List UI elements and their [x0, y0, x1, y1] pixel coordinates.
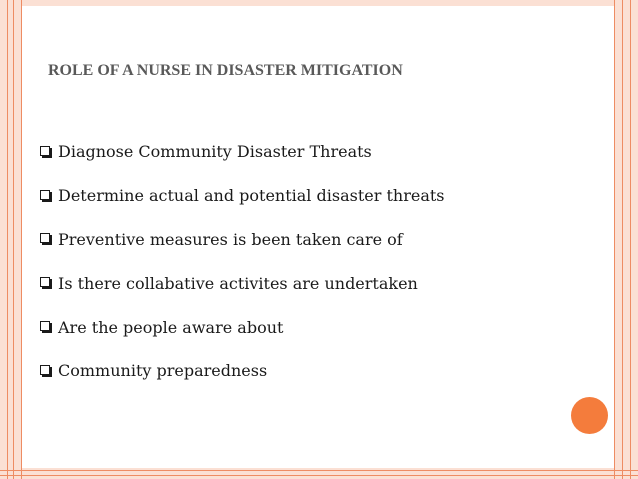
square-bullet-icon [40, 233, 52, 245]
bullet-item [40, 174, 445, 218]
bullet-text: Community preparedness [58, 361, 268, 381]
border-line [21, 0, 22, 479]
slide-title: ROLE OF A NURSE IN DISASTER MITIGATION [48, 62, 403, 79]
bullet-item [40, 130, 445, 174]
border-line [622, 0, 623, 479]
border-line [13, 0, 14, 479]
border-line [0, 475, 638, 476]
bullet-list [40, 130, 445, 393]
bullet-text: Preventive measures is been taken care of [58, 229, 403, 249]
top-border-band [22, 0, 614, 6]
bullet-item [40, 261, 445, 305]
bullet-text: Is there collabative activites are undertaken [58, 273, 418, 293]
border-line [7, 0, 8, 479]
border-line [614, 0, 615, 479]
border-line [630, 0, 631, 479]
border-line [0, 470, 638, 471]
orange-circle-decoration [571, 397, 608, 434]
bullet-item [40, 305, 445, 349]
square-bullet-icon [40, 321, 52, 333]
square-bullet-icon [40, 146, 52, 158]
bullet-text: Are the people aware about [58, 317, 284, 337]
bullet-item [40, 349, 445, 393]
bullet-text: Determine actual and potential disaster threats [58, 186, 445, 206]
square-bullet-icon [40, 277, 52, 289]
right-border-band [614, 0, 638, 479]
bullet-text: Diagnose Community Disaster Threats [58, 142, 372, 162]
left-border-band [0, 0, 22, 479]
square-bullet-icon [40, 190, 52, 202]
square-bullet-icon [40, 365, 52, 377]
bullet-item [40, 218, 445, 262]
